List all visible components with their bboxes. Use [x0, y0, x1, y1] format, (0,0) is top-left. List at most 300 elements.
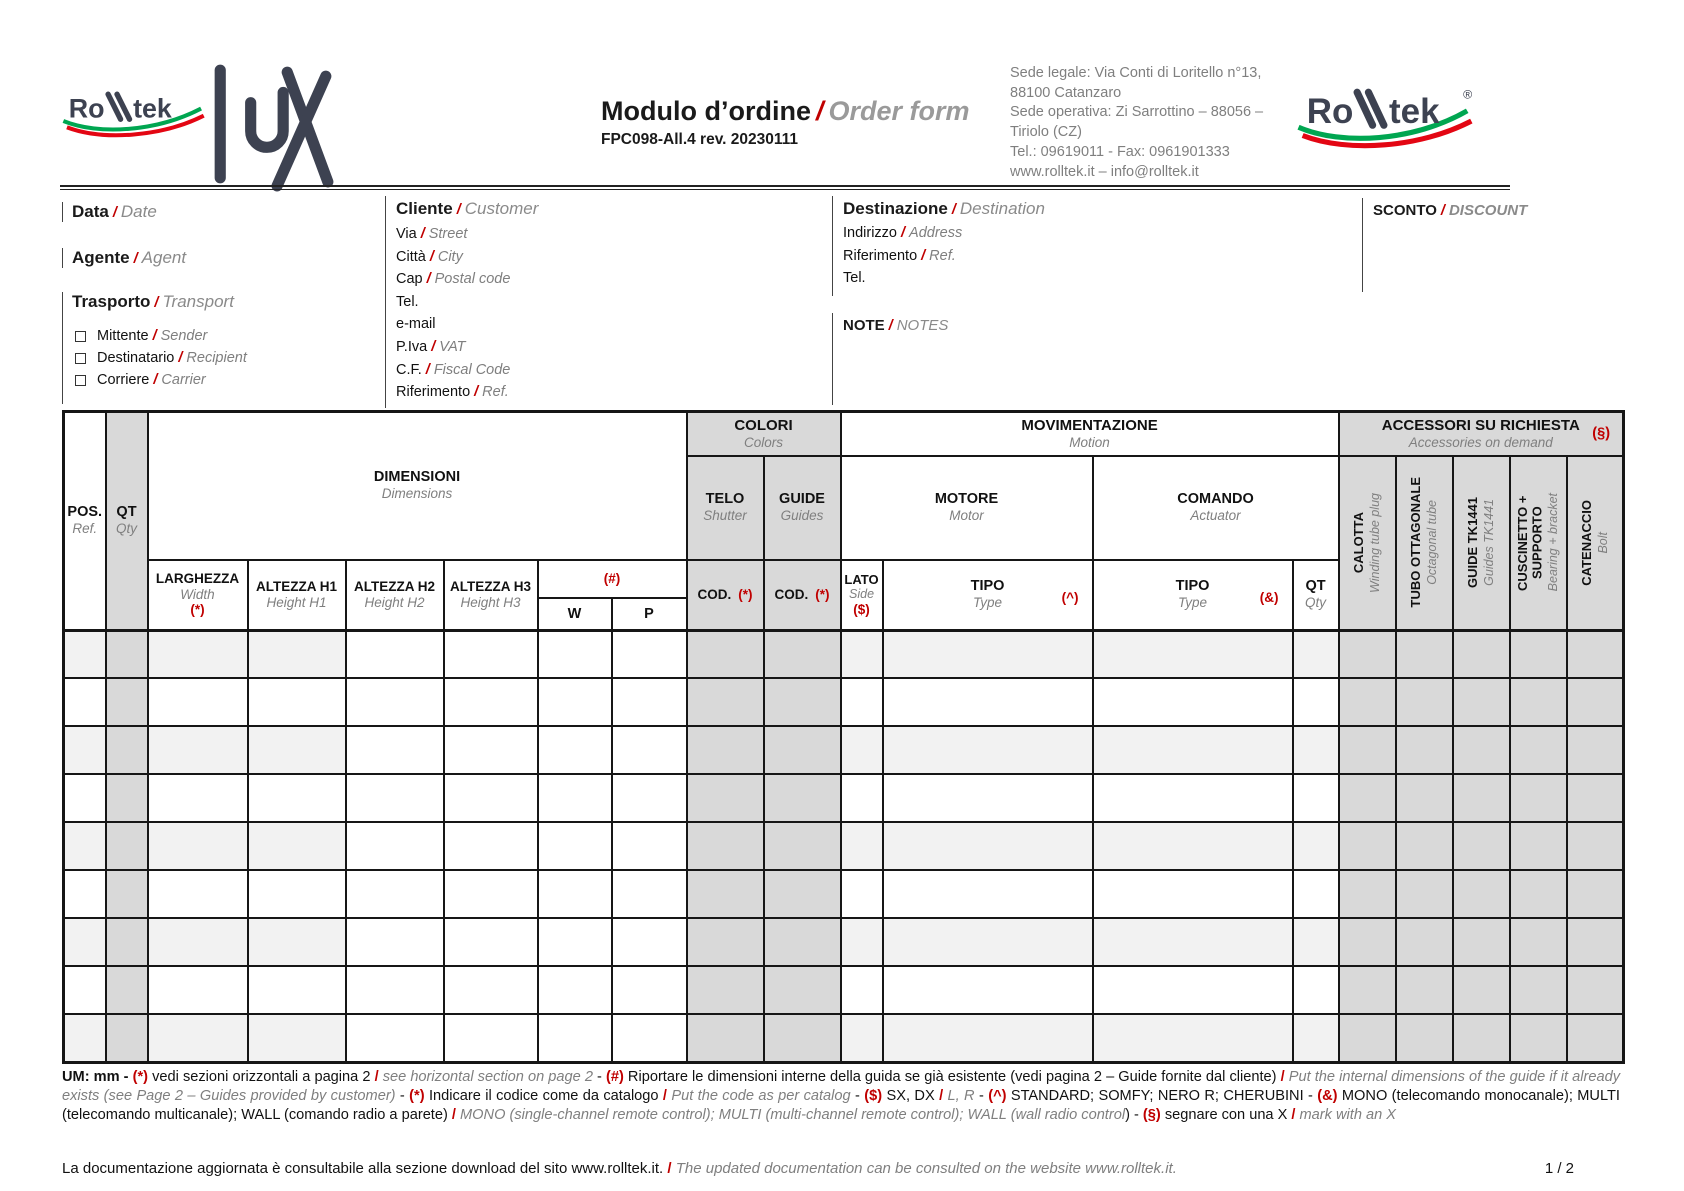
- table-cell: [106, 630, 148, 678]
- col-header-guides: GUIDE Guides: [764, 456, 841, 560]
- table-row: [64, 966, 1624, 1014]
- text-segment: SX, DX: [882, 1087, 940, 1104]
- form-field: Indirizzo / Address: [843, 225, 963, 241]
- field-date: Data / Date: [62, 202, 157, 222]
- table-cell: [346, 726, 444, 774]
- table-cell: [687, 774, 764, 822]
- text-segment: STANDARD; SOMFY; NERO R; CHERUBINI -: [1006, 1087, 1318, 1104]
- table-cell: [1567, 1014, 1624, 1062]
- table-cell: [1339, 870, 1396, 918]
- table-cell: [1293, 918, 1339, 966]
- text-segment: /: [374, 1069, 383, 1085]
- table-cell: [841, 630, 883, 678]
- text-segment: MONO (telecomando monocanale); MULTI (telecomando multicanale); WALL (comando radio a parete): [62, 1087, 1620, 1123]
- transport-options: [72, 328, 247, 388]
- table-cell: [346, 678, 444, 726]
- col-header-width: LARGHEZZA Width (*): [148, 560, 248, 631]
- svg-text:Ro: Ro: [68, 93, 105, 124]
- table-cell: [883, 774, 1093, 822]
- table-cell: [248, 678, 346, 726]
- table-row: [64, 918, 1624, 966]
- table-row: [64, 678, 1624, 726]
- table-cell: [1453, 918, 1510, 966]
- table-cell: [1510, 726, 1567, 774]
- table-cell: [1453, 726, 1510, 774]
- title-italian: Modulo d’ordine: [601, 96, 811, 126]
- table-cell: [841, 918, 883, 966]
- col-header-dimensions: DIMENSIONI Dimensions: [148, 412, 687, 560]
- table-cell: [444, 774, 538, 822]
- footer-note: [62, 1160, 1620, 1177]
- table-cell: [538, 630, 612, 678]
- table-cell: [64, 726, 106, 774]
- table-cell: [538, 726, 612, 774]
- rolltek-logo: [58, 84, 210, 147]
- table-cell: [1510, 678, 1567, 726]
- form-field: Città / City: [396, 248, 463, 265]
- table-cell: [1339, 1014, 1396, 1062]
- table-cell: [687, 1014, 764, 1062]
- table-cell: [1396, 870, 1453, 918]
- table-cell: [764, 726, 841, 774]
- table-cell: [1510, 870, 1567, 918]
- table-row: [64, 630, 1624, 678]
- table-cell: [764, 1014, 841, 1062]
- table-cell: [1293, 1014, 1339, 1062]
- table-cell: [612, 726, 687, 774]
- table-cell: [1293, 726, 1339, 774]
- table-cell: [1093, 966, 1293, 1014]
- table-cell: [1567, 678, 1624, 726]
- text-segment: The updated documentation can be consulted on the website www.rolltek.it.: [675, 1160, 1177, 1177]
- table-cell: [64, 966, 106, 1014]
- form-field: Cap / Postal code: [396, 271, 511, 288]
- col-header-cod-shutter: COD. (*): [687, 560, 764, 631]
- table-cell: [444, 966, 538, 1014]
- header-divider: [60, 185, 1510, 190]
- table-cell: [612, 774, 687, 822]
- table-cell: [1510, 822, 1567, 870]
- table-cell: [883, 726, 1093, 774]
- table-cell: [1093, 822, 1293, 870]
- col-header-accessory-catenaccio: CATENACCIO Bolt: [1567, 456, 1624, 631]
- table-cell: [841, 774, 883, 822]
- form-field: Riferimento / Ref.: [843, 247, 956, 264]
- table-cell: [1396, 630, 1453, 678]
- table-cell: [346, 966, 444, 1014]
- svg-text:tek: tek: [1389, 92, 1440, 132]
- table-cell: [612, 822, 687, 870]
- address-line: Tel.: 09619011 - Fax: 0961901333: [1010, 143, 1230, 160]
- table-cell: [106, 1014, 148, 1062]
- table-cell: [106, 822, 148, 870]
- table-cell: [1396, 774, 1453, 822]
- col-header-accessory-calotta: CALOTTA Winding tube plug: [1339, 456, 1396, 631]
- checkbox[interactable]: [75, 375, 86, 386]
- table-cell: [248, 966, 346, 1014]
- checkbox[interactable]: [75, 331, 86, 342]
- table-cell: [538, 870, 612, 918]
- table-cell: [1510, 1014, 1567, 1062]
- table-cell: [687, 918, 764, 966]
- text-segment: (#): [606, 1069, 624, 1085]
- col-header-side: LATO Side ($): [841, 560, 883, 631]
- table-cell: [1093, 870, 1293, 918]
- text-segment: -: [592, 1069, 606, 1085]
- table-cell: [106, 918, 148, 966]
- transport-option-mittente: [72, 328, 247, 344]
- table-cell: [687, 678, 764, 726]
- table-cell: [106, 726, 148, 774]
- table-cell: [248, 774, 346, 822]
- table-cell: [1093, 678, 1293, 726]
- table-cell: [612, 1014, 687, 1062]
- text-segment: (^): [988, 1087, 1007, 1104]
- svg-text:Ro: Ro: [1306, 92, 1354, 132]
- text-segment: (*): [409, 1087, 425, 1104]
- table-cell: [687, 870, 764, 918]
- col-header-colors: COLORI Colors: [687, 412, 841, 456]
- table-cell: [1510, 630, 1567, 678]
- table-cell: [1339, 918, 1396, 966]
- table-cell: [764, 918, 841, 966]
- table-row: [64, 726, 1624, 774]
- table-cell: [687, 966, 764, 1014]
- table-cell: [1339, 726, 1396, 774]
- table-cell: [883, 822, 1093, 870]
- table-cell: [444, 870, 538, 918]
- text-segment: segnare con una X: [1160, 1106, 1292, 1123]
- lux-logo: [206, 58, 338, 197]
- table-cell: [346, 918, 444, 966]
- table-cell: [841, 678, 883, 726]
- text-segment: (&): [1317, 1087, 1338, 1104]
- legend-footnotes: [62, 1068, 1620, 1125]
- table-cell: [1396, 822, 1453, 870]
- table-cell: [538, 822, 612, 870]
- table-cell: [1339, 822, 1396, 870]
- table-cell: [148, 966, 248, 1014]
- form-field: Tel.: [396, 293, 419, 310]
- table-cell: [148, 870, 248, 918]
- table-cell: [248, 630, 346, 678]
- col-header-wp-symbol: (#): [538, 560, 687, 599]
- col-header-qt: QT Qty: [106, 412, 148, 631]
- table-cell: [346, 822, 444, 870]
- col-header-height-h2: ALTEZZA H2 Height H2: [346, 560, 444, 631]
- table-cell: [1567, 918, 1624, 966]
- form-field: Destinatario / Recipient: [97, 350, 247, 366]
- table-cell: [612, 678, 687, 726]
- table-cell: [1396, 966, 1453, 1014]
- table-cell: [1293, 630, 1339, 678]
- table-cell: [1453, 774, 1510, 822]
- accessories-symbol: (§): [1592, 425, 1611, 442]
- table-cell: [1453, 822, 1510, 870]
- text-segment: -: [974, 1087, 989, 1104]
- table-row: [64, 774, 1624, 822]
- table-cell: [248, 918, 346, 966]
- text-segment: (*): [132, 1069, 149, 1085]
- col-header-qty2: QT Qty: [1293, 560, 1339, 631]
- table-cell: [883, 966, 1093, 1014]
- table-cell: [1293, 774, 1339, 822]
- table-cell: [248, 822, 346, 870]
- text-segment: (§): [1142, 1106, 1161, 1123]
- customer-fields: [396, 226, 825, 402]
- transport-option-corriere: [72, 372, 247, 388]
- text-segment: -: [850, 1087, 865, 1104]
- page-number: 1 / 2: [1544, 1160, 1574, 1177]
- form-field: C.F. / Fiscal Code: [396, 361, 511, 378]
- table-cell: [64, 822, 106, 870]
- table-cell: [1396, 1014, 1453, 1062]
- table-cell: [764, 966, 841, 1014]
- table-cell: [1339, 966, 1396, 1014]
- text-segment: /: [667, 1160, 676, 1177]
- table-cell: [346, 1014, 444, 1062]
- table-cell: [1093, 774, 1293, 822]
- table-cell: [1567, 726, 1624, 774]
- table-cell: [106, 870, 148, 918]
- table-cell: [687, 630, 764, 678]
- table-cell: [346, 774, 444, 822]
- table-cell: [1453, 1014, 1510, 1062]
- table-cell: [148, 726, 248, 774]
- col-header-pos: POS. Ref.: [64, 412, 106, 631]
- form-field: Corriere / Carrier: [97, 372, 206, 388]
- text-segment: /: [939, 1087, 948, 1104]
- text-segment: L, R: [947, 1087, 975, 1104]
- table-cell: [687, 726, 764, 774]
- table-row: [64, 1014, 1624, 1062]
- form-field: P.Iva / VAT: [396, 338, 466, 355]
- col-header-accessory-guide-tk1441: GUIDE TK1441 Guides TK1441: [1453, 456, 1510, 631]
- table-cell: [1567, 774, 1624, 822]
- table-cell: [248, 726, 346, 774]
- table-cell: [1293, 870, 1339, 918]
- title-english: Order form: [828, 96, 970, 126]
- form-field: Via / Street: [396, 226, 468, 242]
- table-cell: [64, 918, 106, 966]
- table-cell: [841, 966, 883, 1014]
- table-cell: [346, 630, 444, 678]
- table-cell: [148, 630, 248, 678]
- table-cell: [883, 918, 1093, 966]
- table-cell: [64, 1014, 106, 1062]
- table-cell: [1510, 774, 1567, 822]
- document-title: [601, 96, 1021, 149]
- col-header-height-h1: ALTEZZA H1 Height H1: [248, 560, 346, 631]
- col-header-height-h3: ALTEZZA H3 Height H3: [444, 560, 538, 631]
- table-cell: [148, 1014, 248, 1062]
- text-segment: ($): [864, 1087, 883, 1104]
- table-cell: [883, 630, 1093, 678]
- text-segment: see horizontal section on page 2: [382, 1069, 593, 1085]
- col-header-accessory-cuscinetto-supporto: CUSCINETTO + SUPPORTO Bearing + bracket: [1510, 456, 1567, 631]
- address-line: 88100 Catanzaro: [1010, 84, 1122, 101]
- text-segment: MONO (single-channel remote control); MULTI (multi-channel remote control); WALL (wall radio control: [460, 1106, 1126, 1123]
- text-segment: /: [1280, 1069, 1289, 1085]
- col-header-shutter: TELO Shutter: [687, 456, 764, 560]
- table-cell: [1396, 678, 1453, 726]
- table-cell: [148, 774, 248, 822]
- table-cell: [1339, 630, 1396, 678]
- table-cell: [883, 870, 1093, 918]
- table-cell: [64, 678, 106, 726]
- company-address: [1010, 64, 1263, 182]
- table-cell: [1567, 870, 1624, 918]
- col-header-accessories: ACCESSORI SU RICHIESTA Accessories on demand (§): [1339, 412, 1624, 456]
- table-cell: [1567, 822, 1624, 870]
- table-cell: [1453, 678, 1510, 726]
- destination-section: Destinazione / Destination Indirizzo / Address Riferimento / Ref. Tel. NOTE / NOTES: [832, 196, 1362, 296]
- text-segment: UM: mm -: [62, 1069, 133, 1085]
- text-segment: La documentazione aggiornata è consultabile alla sezione download del sito www.rolltek.it.: [62, 1160, 668, 1177]
- checkbox[interactable]: [75, 353, 86, 364]
- customer-section: Cliente / Customer Via / Street Città / City Cap / Postal code Tel. e-mail P.Iva / VAT C.F. / Fiscal Code Riferimento / Ref.: [385, 196, 825, 408]
- form-field: Riferimento / Ref.: [396, 384, 509, 401]
- address-line: Sede legale: Via Conti di Loritello n°13,: [1010, 65, 1262, 81]
- text-segment: /: [662, 1087, 672, 1104]
- table-cell: [841, 1014, 883, 1062]
- table-cell: [538, 966, 612, 1014]
- col-header-motor: MOTORE Motor: [841, 456, 1093, 560]
- text-segment: ) -: [1125, 1106, 1143, 1123]
- table-cell: [1339, 774, 1396, 822]
- table-cell: [1093, 726, 1293, 774]
- text-segment: /: [1291, 1106, 1300, 1123]
- table-cell: [612, 966, 687, 1014]
- table-cell: [1293, 678, 1339, 726]
- table-cell: [1510, 966, 1567, 1014]
- table-cell: [764, 774, 841, 822]
- table-cell: [1093, 1014, 1293, 1062]
- table-cell: [841, 726, 883, 774]
- table-cell: [106, 966, 148, 1014]
- table-cell: [444, 918, 538, 966]
- table-cell: [538, 1014, 612, 1062]
- col-header-actuator-type: TIPO Type (&): [1093, 560, 1293, 631]
- table-cell: [1396, 726, 1453, 774]
- table-cell: [64, 774, 106, 822]
- form-field: e-mail: [396, 316, 436, 333]
- table-cell: [106, 678, 148, 726]
- table-cell: [538, 918, 612, 966]
- table-cell: [444, 726, 538, 774]
- table-cell: [841, 870, 883, 918]
- table-cell: [612, 630, 687, 678]
- table-cell: [248, 1014, 346, 1062]
- table-cell: [1453, 870, 1510, 918]
- transport-option-destinatario: [72, 350, 247, 366]
- table-cell: [444, 678, 538, 726]
- table-cell: [1339, 678, 1396, 726]
- col-header-cod-guides: COD. (*): [764, 560, 841, 631]
- text-segment: Riportare le dimensioni interne della guida se già esistente (vedi pagina 2 – Guide fornite dal cliente): [623, 1069, 1281, 1085]
- text-segment: mark with an X: [1299, 1106, 1397, 1123]
- form-field: Tel.: [843, 270, 866, 287]
- table-cell: [148, 822, 248, 870]
- table-cell: [148, 918, 248, 966]
- discount-section: SCONTO / DISCOUNT: [1362, 198, 1510, 292]
- table-cell: [1510, 918, 1567, 966]
- text-segment: Put the internal dimensions of the guide if it already exists (see Page 2 – Guides provided by customer): [62, 1069, 1620, 1104]
- table-cell: [1567, 630, 1624, 678]
- text-segment: Indicare il codice come da catalogo: [424, 1087, 663, 1104]
- field-transport: Trasporto / Transport Mittente / Sender Destinatario / Recipient Corriere / Carrier: [62, 292, 247, 404]
- col-header-motor-type: TIPO Type (^): [883, 560, 1093, 631]
- table-cell: [883, 678, 1093, 726]
- notes-section: NOTE / NOTES: [832, 313, 1132, 405]
- table-cell: [1453, 630, 1510, 678]
- table-cell: [538, 774, 612, 822]
- table-cell: [538, 678, 612, 726]
- table-cell: [612, 870, 687, 918]
- destination-fields: [843, 225, 1362, 288]
- table-cell: [764, 870, 841, 918]
- table-cell: [444, 822, 538, 870]
- table-cell: [1093, 918, 1293, 966]
- table-cell: [444, 630, 538, 678]
- table-cell: [764, 678, 841, 726]
- table-cell: [687, 822, 764, 870]
- col-header-accessory-tubo-ottagonale: TUBO OTTAGONALE Octagonal tube: [1396, 456, 1453, 631]
- table-cell: [1093, 630, 1293, 678]
- col-header-p: P: [612, 598, 687, 630]
- order-header-form: [60, 196, 1528, 408]
- table-row: [64, 822, 1624, 870]
- table-cell: [1293, 966, 1339, 1014]
- text-segment: Put the code as per catalog: [671, 1087, 851, 1104]
- table-cell: [1293, 822, 1339, 870]
- title-separator: /: [815, 96, 824, 126]
- order-table: [62, 410, 1625, 1064]
- table-cell: [612, 918, 687, 966]
- table-row: [64, 870, 1624, 918]
- col-header-w: W: [538, 598, 612, 630]
- text-segment: -: [395, 1087, 410, 1104]
- table-cell: [444, 1014, 538, 1062]
- table-cell: [1396, 918, 1453, 966]
- address-line: Tiriolo (CZ): [1010, 124, 1082, 141]
- table-cell: [106, 774, 148, 822]
- svg-text:tek: tek: [133, 93, 172, 124]
- rolltek-logo-right: [1290, 82, 1486, 159]
- form-field: Mittente / Sender: [97, 328, 208, 344]
- registered-mark: ®: [1463, 87, 1473, 102]
- text-segment: /: [451, 1106, 461, 1123]
- table-cell: [764, 630, 841, 678]
- table-cell: [1453, 966, 1510, 1014]
- table-cell: [841, 822, 883, 870]
- table-cell: [346, 870, 444, 918]
- col-header-actuator: COMANDO Actuator: [1093, 456, 1339, 560]
- document-code: FPC098-All.4 rev. 20230111: [601, 131, 799, 148]
- table-cell: [764, 822, 841, 870]
- address-line: www.rolltek.it – info@rolltek.it: [1010, 163, 1199, 180]
- table-cell: [148, 678, 248, 726]
- table-cell: [248, 870, 346, 918]
- text-segment: vedi sezioni orizzontali a pagina 2: [148, 1069, 375, 1085]
- table-cell: [883, 1014, 1093, 1062]
- field-agent: Agente / Agent: [62, 248, 186, 268]
- table-cell: [64, 870, 106, 918]
- table-cell: [1567, 966, 1624, 1014]
- address-line: Sede operativa: Zi Sarrottino – 88056 –: [1010, 104, 1264, 121]
- col-header-motion: MOVIMENTAZIONE Motion: [841, 412, 1339, 456]
- table-cell: [64, 630, 106, 678]
